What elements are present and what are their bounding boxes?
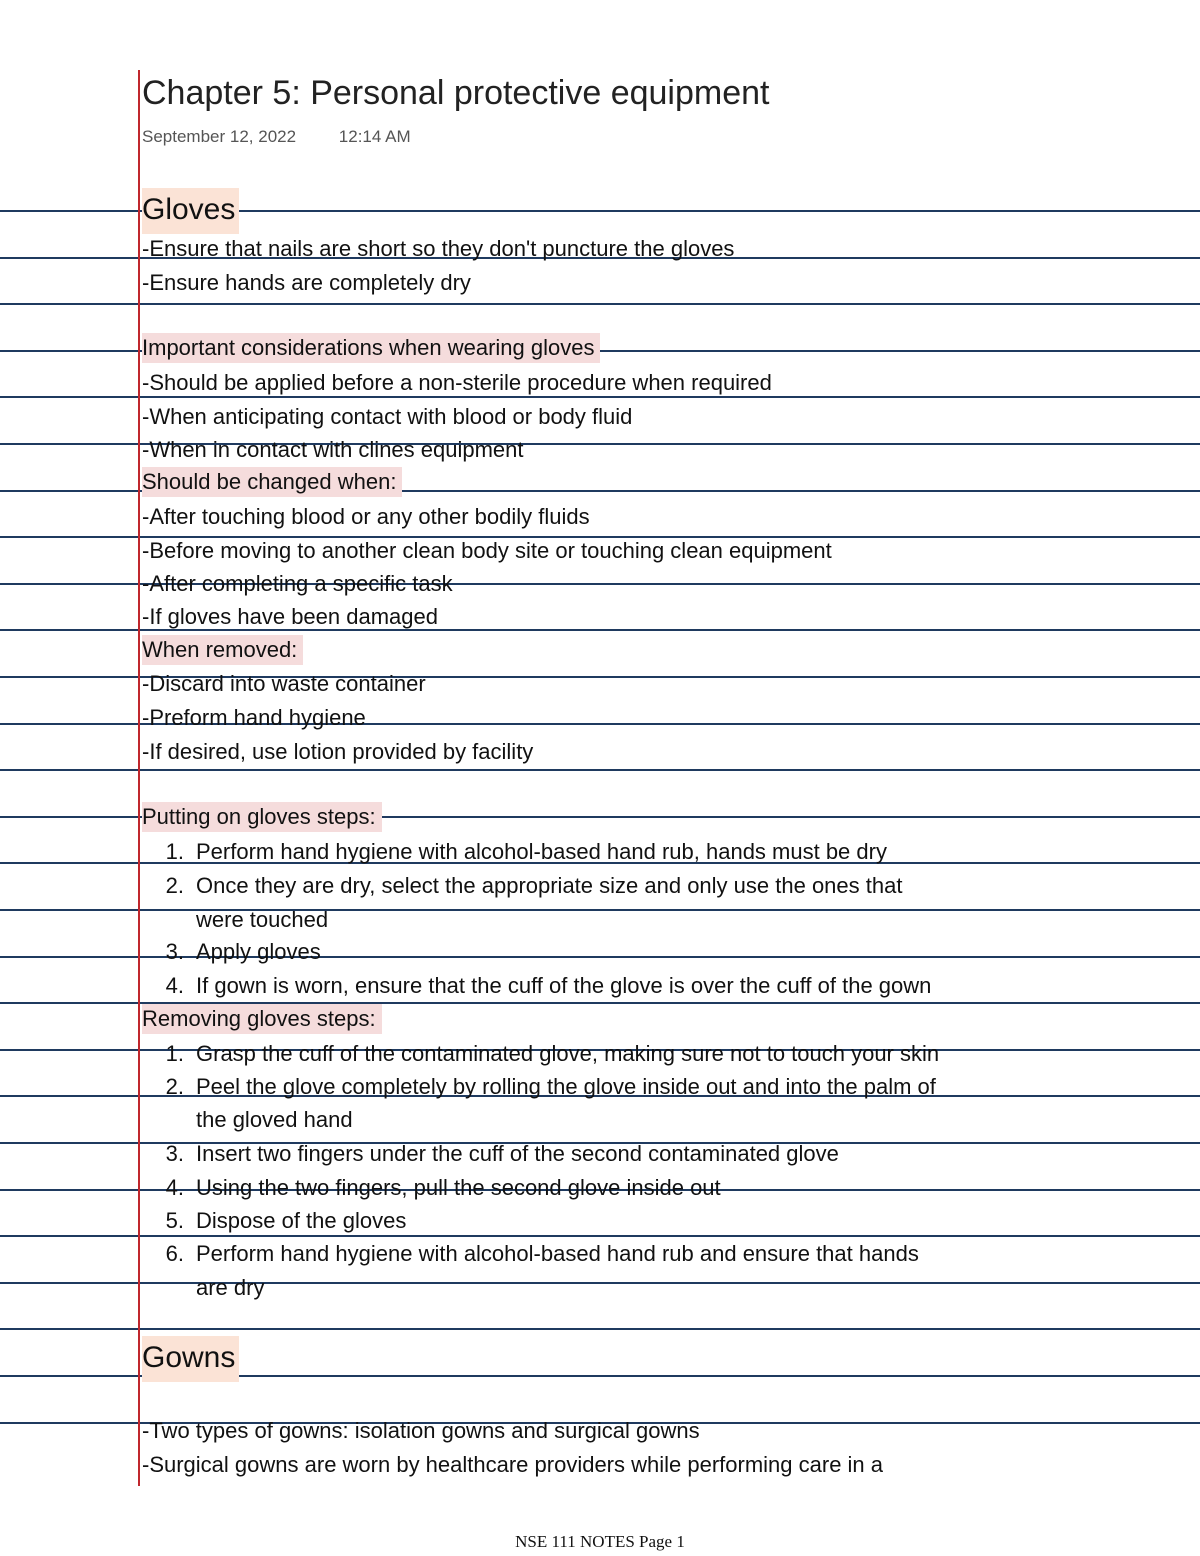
- step-text: Apply gloves: [196, 939, 321, 964]
- step-text: Grasp the cuff of the contaminated glove, making sure not to touch your skin: [196, 1041, 940, 1066]
- list-item: -Preform hand hygiene: [142, 705, 366, 730]
- ruled-line: [0, 1328, 1200, 1330]
- list-item: -Discard into waste container: [142, 671, 426, 696]
- ruled-line: [0, 769, 1200, 771]
- section-heading-gowns: Gowns: [142, 1336, 239, 1382]
- step-text: Dispose of the gloves: [196, 1208, 407, 1233]
- list-item: -Before moving to another clean body site or touching clean equipment: [142, 538, 832, 563]
- ruled-line: [0, 909, 1200, 911]
- step-number: 2.: [165, 873, 184, 898]
- list-item: -Ensure that nails are short so they don't puncture the gloves: [142, 236, 735, 261]
- step-text: If gown is worn, ensure that the cuff of the glove is over the cuff of the gown: [196, 973, 932, 998]
- step-number: 4.: [165, 973, 184, 998]
- step-text: Using the two fingers, pull the second glove inside out: [196, 1175, 721, 1200]
- ruled-line: [0, 396, 1200, 398]
- step-number: 3.: [165, 939, 184, 964]
- subheading-putting-on: Putting on gloves steps:: [142, 802, 382, 832]
- step-number: 2.: [165, 1074, 184, 1099]
- step-text: Peel the glove completely by rolling the glove inside out and into the palm of: [196, 1074, 936, 1099]
- list-item: -If gloves have been damaged: [142, 604, 438, 629]
- step-number: 4.: [165, 1175, 184, 1200]
- section-heading-gloves: Gloves: [142, 188, 239, 234]
- list-item: -Ensure hands are completely dry: [142, 270, 471, 295]
- step-text: Perform hand hygiene with alcohol-based hand rub and ensure that hands: [196, 1241, 919, 1266]
- page-title: Chapter 5: Personal protective equipment: [142, 74, 770, 112]
- subheading-considerations: Important considerations when wearing gloves: [142, 333, 600, 363]
- subheading-when-removed: When removed:: [142, 635, 303, 665]
- list-item: -Surgical gowns are worn by healthcare providers while performing care in a: [142, 1452, 884, 1477]
- step-text: are dry: [196, 1275, 265, 1300]
- date-text: September 12, 2022: [142, 127, 297, 146]
- step-text: Perform hand hygiene with alcohol-based hand rub, hands must be dry: [196, 839, 887, 864]
- list-item: -Should be applied before a non-sterile procedure when required: [142, 370, 772, 395]
- page-date: [142, 127, 411, 147]
- step-text: the gloved hand: [196, 1107, 353, 1132]
- list-item: -If desired, use lotion provided by facility: [142, 739, 534, 764]
- step-number: 6.: [165, 1241, 184, 1266]
- step-text: were touched: [196, 907, 329, 932]
- step-number: 1.: [165, 839, 184, 864]
- list-item: -After touching blood or any other bodily fluids: [142, 504, 590, 529]
- ruled-line: [0, 1235, 1200, 1237]
- step-number: 3.: [165, 1141, 184, 1166]
- list-item: -When in contact with clines equipment: [142, 437, 524, 462]
- subheading-removing: Removing gloves steps:: [142, 1004, 382, 1034]
- list-item: -Two types of gowns: isolation gowns and surgical gowns: [142, 1418, 700, 1443]
- margin-line: [138, 70, 140, 1486]
- ruled-line: [0, 303, 1200, 305]
- step-text: Once they are dry, select the appropriate size and only use the ones that: [196, 873, 903, 898]
- list-item: -When anticipating contact with blood or body fluid: [142, 404, 633, 429]
- time-text: 12:14 AM: [338, 127, 411, 146]
- step-number: 1.: [165, 1041, 184, 1066]
- step-text: Insert two fingers under the cuff of the second contaminated glove: [196, 1141, 839, 1166]
- subheading-changed-when: Should be changed when:: [142, 467, 402, 497]
- list-item: -After completing a specific task: [142, 571, 453, 596]
- step-number: 5.: [165, 1208, 184, 1233]
- ruled-line: [0, 1282, 1200, 1284]
- page-footer: NSE 111 NOTES Page 1: [515, 1532, 685, 1551]
